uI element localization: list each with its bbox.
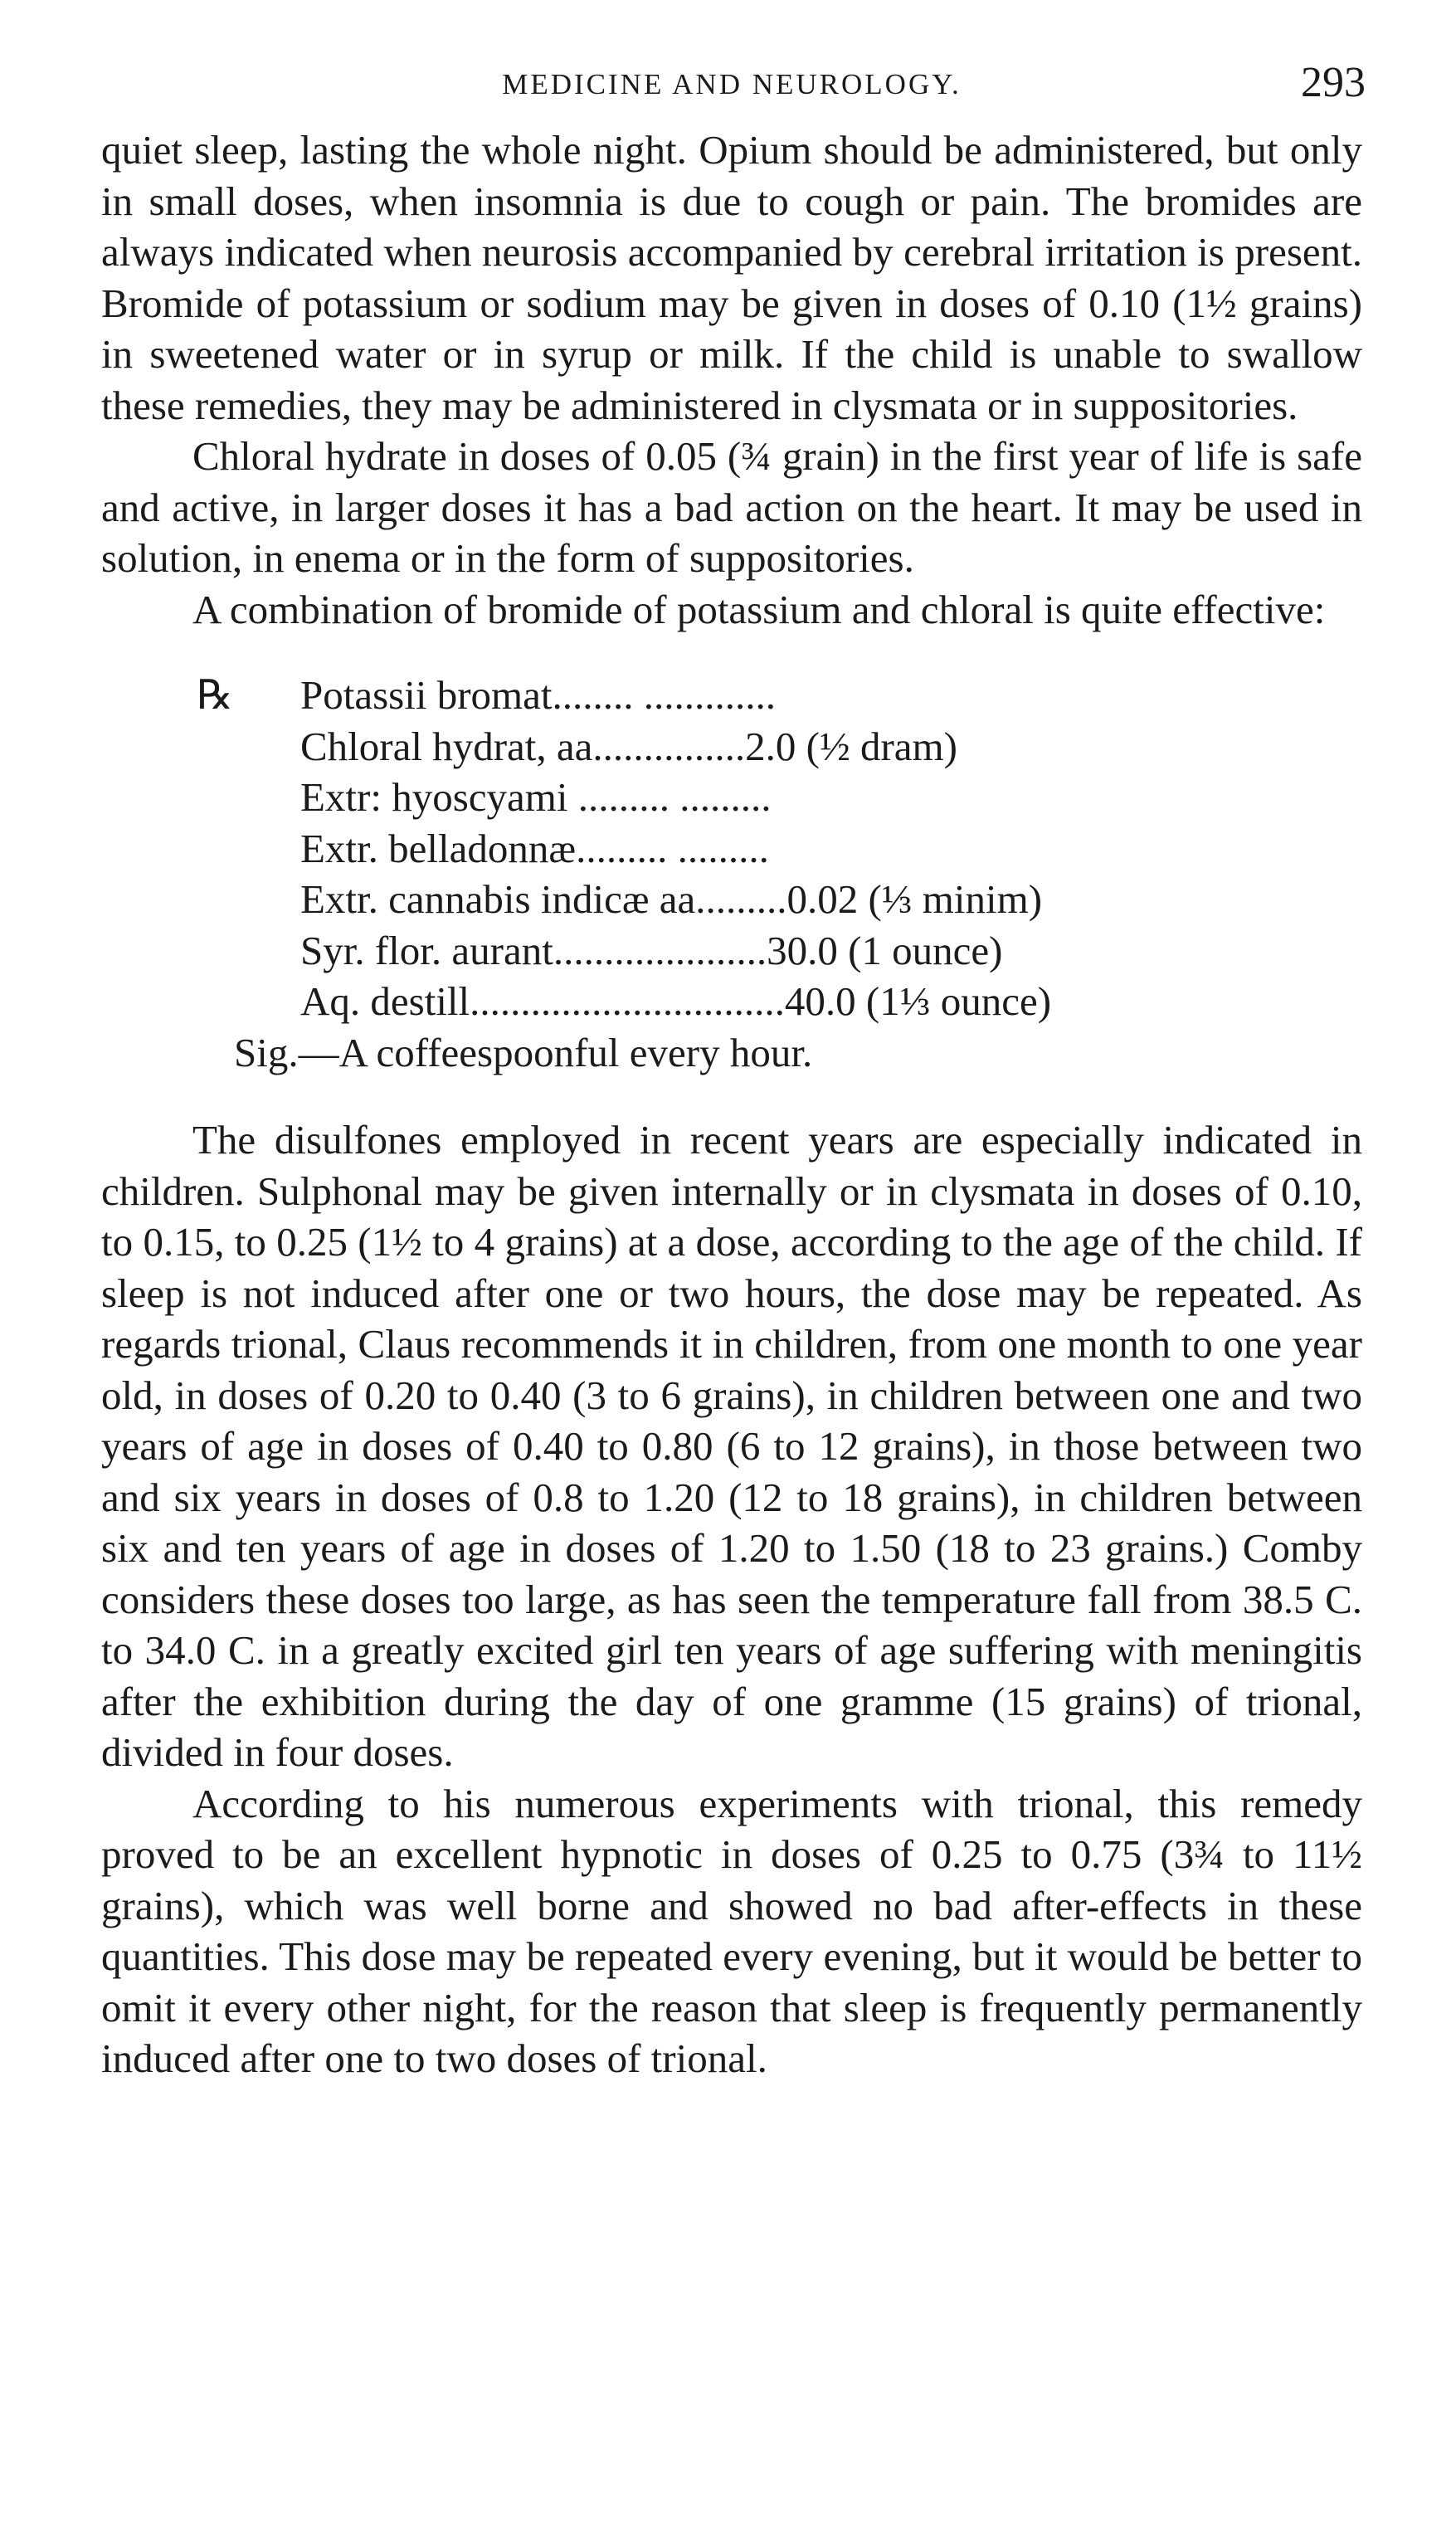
prescription-ingredient: Potassii bromat........ ............. xyxy=(300,672,777,718)
prescription-line xyxy=(101,772,1362,823)
running-head xyxy=(101,58,1366,124)
prescription-ingredient: Aq. destill...............................40.0 (1⅓ ounce) xyxy=(300,978,1052,1024)
body-text-continued xyxy=(101,1114,1362,2084)
paragraph-chloral: Chloral hydrate in doses of 0.05 (¾ grain) in the first year of life is safe and active, in larger doses it has a bad action on the heart. It may be used in solution, in enema or in the form of suppositories. xyxy=(101,433,1362,581)
book-page xyxy=(101,58,1366,2084)
running-title: MEDICINE AND NEUROLOGY. xyxy=(502,68,962,100)
prescription-line xyxy=(101,925,1362,977)
prescription-ingredient: Syr. flor. aurant.....................30.0 (1 ounce) xyxy=(300,927,1003,973)
paragraph-combination: A combination of bromide of potassium and chloral is quite effective: xyxy=(192,586,1326,632)
prescription-ingredient: Extr: hyoscyami ......... ......... xyxy=(300,774,772,820)
prescription-ingredient: Extr. cannabis indicæ aa.........0.02 (⅓ minim) xyxy=(300,876,1043,922)
prescription xyxy=(101,670,1362,1078)
paragraph-trional-experiments: According to his numerous experiments with trional, this remedy proved to be an excellent hypnotic in doses of 0.25 to 0.75 (3¾ to 11½ grains), which was well borne and showed no bad after-effects in these quantities. This dose may be repeated every evening, but it would be better to omit it every other night, for the reason that sleep is frequently permanently induced after one to two doses of trional. xyxy=(101,1780,1362,2081)
prescription-line xyxy=(101,976,1362,1027)
body-text xyxy=(101,124,1362,635)
paragraph-disulfones: The disulfones employed in recent years are especially indicated in children. Sulphonal may be given internally or in clysmata in doses of 0.10, to 0.15, to 0.25 (1½ to 4 grains) at a dose, according to the age of the child. If sleep is not induced after one or two hours, the dose may be repeated. As regards trional, Claus recommends it in children, from one month to one year old, in doses of 0.20 to 0.40 (3 to 6 grains), in children between one and two years of age in doses of 0.40 to 0.80 (6 to 12 grains), in those between two and six years in doses of 0.8 to 1.20 (12 to 18 grains), in children between six and ten years of age in doses of 1.20 to 1.50 (18 to 23 grains.) Comby considers these doses too large, as has seen the temperature fall from 38.5 C. to 34.0 C. in a greatly excited girl ten years of age suffering with meningitis after the exhibition during the day of one gramme (15 grains) of trional, divided in four doses. xyxy=(101,1117,1362,1775)
prescription-ingredient: Chloral hydrat, aa...............2.0 (½ dram) xyxy=(300,723,957,769)
prescription-line xyxy=(101,874,1362,925)
prescription-line xyxy=(101,670,1362,721)
prescription-line xyxy=(101,721,1362,773)
recipe-symbol: ℞ xyxy=(197,672,233,718)
prescription-ingredient: Extr. belladonnæ......... ......... xyxy=(300,825,769,871)
page-number: 293 xyxy=(1301,59,1366,106)
prescription-signa: Sig.—A coffeespoonful every hour. xyxy=(234,1029,813,1075)
paragraph-opium: quiet sleep, lasting the whole night. Opium should be administered, but only in small doses, when insomnia is due to cough or pain. The bromides are always indicated when neurosis accompanied by cerebral irritation is present. Bromide of potassium or sodium may be given in doses of 0.10 (1½ grains) in sweetened water or in syrup or milk. If the child is unable to swallow these remedies, they may be administered in clysmata or in suppositories. xyxy=(101,127,1362,428)
prescription-line xyxy=(101,823,1362,875)
